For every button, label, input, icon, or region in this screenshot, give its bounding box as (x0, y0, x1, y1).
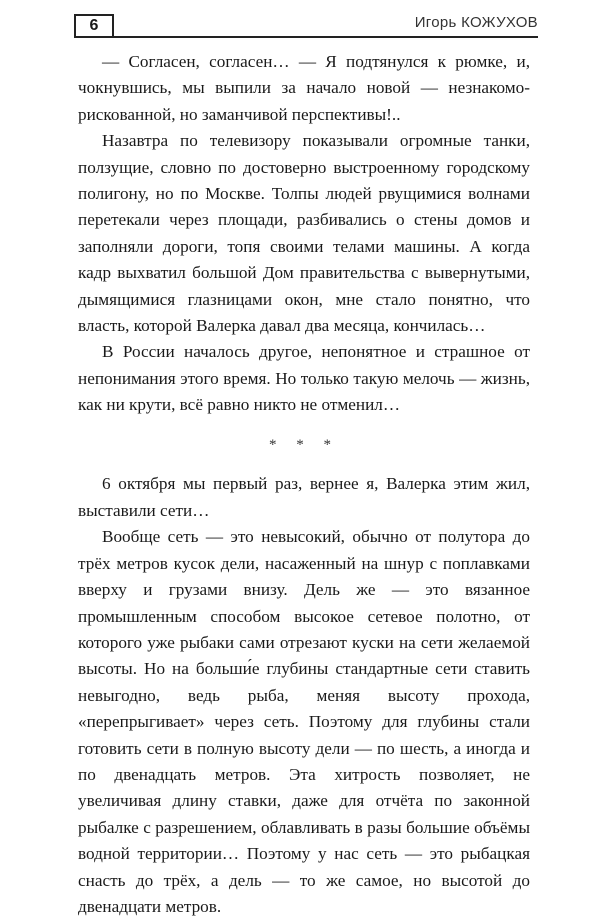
paragraph: Вообще сеть — это невысокий, обычно от полутора до трёх метров кусок дели, насаженный на шнур с поплавками вверху и грузами внизу. Дель же — это вязанное промышленным способом высокое сетевое полотно, от которого уже рыбаки сами отрезают куски на сети желаемой высоты. Но на больши́е глубины стандартные сети ставить невыгодно, ведь рыба, меняя высоту прохода, «перепрыгивает» через сеть. Поэтому для глубины стали готовить сети в полную высоту дели — по шесть, а иногда и по двенадцать метров. Эта хитрость позволяет, не увеличивая длину ставки, даже для отчёта по законной рыбалке с разрешением, облавливать в разы большие объёмы водной территории… Поэтому у нас сеть — это рыбацкая снасть до трёх, а дель — то же самое, но высотой до двенадцати метров. (78, 527, 530, 916)
paragraph: — Согласен, согласен… — Я подтянулся к рюмке, и, чокнувшись, мы выпили за начало новой — незнакомо-рискованной, но заманчивой перспективы!.. (78, 52, 530, 124)
header-rule (112, 36, 538, 38)
running-head-author: Игорь КОЖУХОВ (414, 14, 538, 31)
body-text (78, 49, 530, 920)
page-header (74, 14, 538, 42)
paragraph: 6 октября мы первый раз, вернее я, Валерка этим жил, выставили сети… (78, 474, 530, 520)
page-number: 6 (74, 14, 114, 38)
paragraph: Назавтра по телевизору показывали огромные танки, ползущие, словно по достоверно выстроенному городскому полигону, но по Москве. Толпы людей рвущимися волнами перетекали через площади, разбивались о стены домов и заполняли дороги, топя своими телами машины. А когда кадр выхватил большой Дом правительства с вывернутыми, дымящимися глазницами окон, мне стало понятно, что власть, которой Валерка давал два месяца, кончилась… (78, 131, 530, 336)
section-separator: * * * (269, 436, 339, 453)
paragraph: В России началось другое, непонятное и страшное от непонимания этого время. Но только такую мелочь — жизнь, как ни крути, всё равно никто не отменил… (78, 342, 530, 415)
